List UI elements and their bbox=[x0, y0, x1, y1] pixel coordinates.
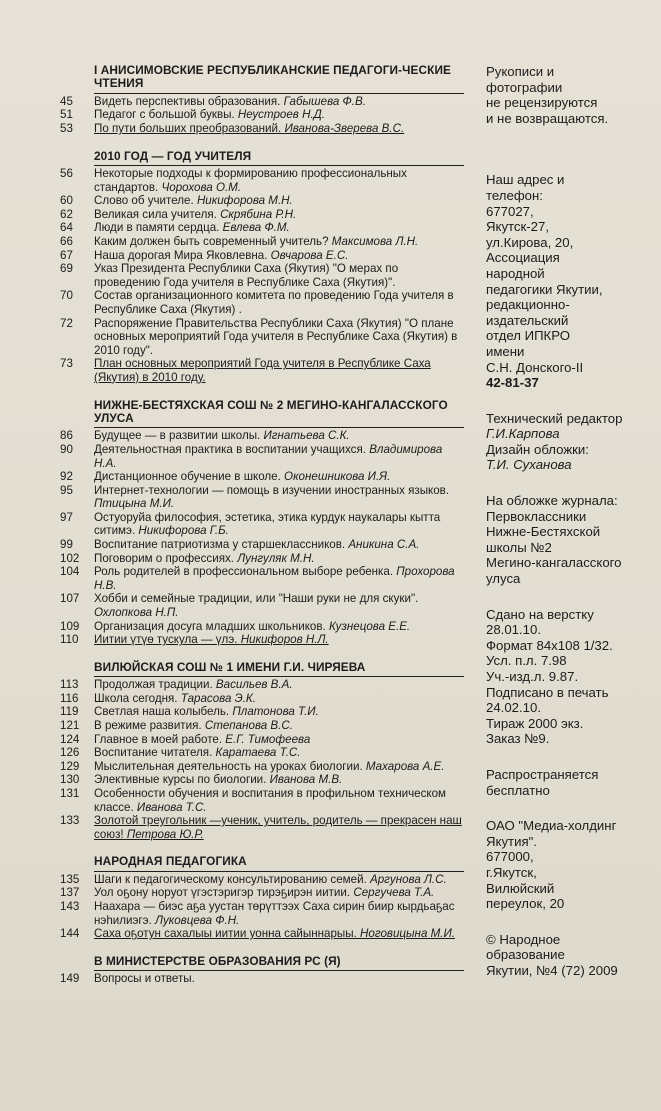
article-title: Каким должен быть современный учитель? bbox=[94, 234, 332, 248]
entry-text bbox=[94, 208, 464, 222]
article-author: Васильев В.А. bbox=[215, 678, 293, 692]
article-title: Организация досуга младших школьников. bbox=[94, 619, 329, 633]
print-info-line: Формат 84х108 1/32. bbox=[486, 637, 613, 653]
article-title: Указ Президента Республики Саха (Якутия) "О мерах по проведению Года учителя в Республике Саха (Якутия)". bbox=[94, 262, 399, 289]
entry-text bbox=[94, 972, 464, 986]
toc-entry bbox=[60, 108, 464, 122]
page-number: 104 bbox=[60, 565, 80, 579]
article-author: Птицына М.И. bbox=[94, 497, 175, 511]
notice-line: Рукописи и bbox=[486, 64, 555, 79]
page-number: 60 bbox=[60, 194, 73, 208]
toc-entry bbox=[60, 886, 464, 900]
article-author: Иванова-Зверева В.С. bbox=[284, 122, 405, 135]
page-number: 149 bbox=[60, 972, 80, 986]
print-info-line: Усл. п.л. 7.98 bbox=[486, 653, 567, 669]
article-title: Наахара — биэс аҕа уустан төрүттээх Саха сирин биир кырдьаҕас нэһилиэгэ. bbox=[94, 899, 455, 927]
article-title: Видеть перспективы образования. bbox=[94, 94, 284, 108]
entry-text bbox=[94, 678, 464, 692]
toc-entry bbox=[60, 289, 464, 316]
page-number: 113 bbox=[60, 678, 79, 692]
printer-line: ОАО "Медиа-холдинг bbox=[486, 818, 617, 834]
toc-entry bbox=[60, 900, 464, 927]
page-number: 131 bbox=[60, 786, 80, 800]
editor-label: Технический редактор bbox=[486, 410, 623, 426]
page-number: 64 bbox=[60, 221, 73, 235]
cover-design-name: Т.И. Суханова bbox=[486, 457, 572, 473]
entry-text bbox=[94, 122, 464, 136]
page-number: 109 bbox=[60, 619, 80, 633]
page-number: 137 bbox=[60, 886, 80, 900]
address-line: Наш адрес и bbox=[486, 172, 565, 188]
toc-entry bbox=[60, 95, 464, 109]
entry-text bbox=[94, 470, 464, 484]
printer-line: переулок, 20 bbox=[486, 896, 565, 912]
article-author: Никифорова М.Н. bbox=[196, 194, 293, 208]
article-title: По пути больших преобразований. bbox=[94, 122, 285, 135]
article-title: Интернет-технологии — помощь в изучении иностранных языков. bbox=[94, 483, 450, 497]
address-line: С.Н. Донского-II bbox=[486, 359, 584, 375]
toc-entry bbox=[60, 484, 464, 511]
section-title: В МИНИСТЕРСТВЕ ОБРАЗОВАНИЯ РС (Я) bbox=[94, 953, 341, 968]
toc-entry bbox=[60, 221, 464, 235]
entry-text bbox=[94, 787, 464, 814]
print-info-line: 28.01.10. bbox=[486, 622, 541, 638]
article-title: Деятельностная практика в воспитании учащихся. bbox=[94, 442, 370, 456]
article-title: Саха оҕотун сахалыы иитии уонна сайыннарыы. bbox=[94, 927, 361, 941]
page-number: 95 bbox=[60, 483, 73, 497]
print-info bbox=[486, 607, 656, 747]
entry-text bbox=[94, 552, 464, 566]
page-number: 97 bbox=[60, 510, 73, 524]
toc-section bbox=[60, 399, 464, 647]
toc-entry bbox=[60, 317, 464, 358]
entry-text bbox=[94, 317, 464, 358]
notice-line: фотографии bbox=[486, 79, 563, 95]
article-title: Педагог с большой буквы. bbox=[94, 108, 238, 122]
article-author: Игнатьева С.К. bbox=[263, 429, 350, 443]
article-author: Максимова Л.Н. bbox=[331, 234, 419, 248]
entry-text bbox=[94, 719, 464, 733]
toc-entry bbox=[60, 592, 464, 619]
print-info-line: 24.02.10. bbox=[486, 700, 541, 716]
toc-entry bbox=[60, 692, 464, 706]
address-line: имени bbox=[486, 343, 525, 359]
page-number: 144 bbox=[60, 927, 80, 941]
section-title: 2010 ГОД — ГОД УЧИТЕЛЯ bbox=[94, 148, 252, 163]
article-author: Никифоров Н.Л. bbox=[240, 633, 329, 647]
toc-section bbox=[60, 64, 464, 136]
toc-entry bbox=[60, 429, 464, 443]
toc-section bbox=[60, 855, 464, 940]
entry-text bbox=[94, 746, 464, 760]
print-info-line: Сдано на верстку bbox=[486, 606, 594, 622]
cover-design-label: Дизайн обложки: bbox=[486, 441, 589, 457]
toc-entry bbox=[60, 122, 464, 136]
entry-text bbox=[94, 538, 464, 552]
distribution-note bbox=[486, 767, 656, 798]
article-title: Слово об учителе. bbox=[94, 194, 197, 208]
entry-text bbox=[94, 235, 464, 249]
article-title: Распоряжение Правительства Республики Саха (Якутия) "О плане основных мероприятий Года учителя в Республике Саха (Якутия) в 2010 году". bbox=[94, 316, 458, 357]
toc-section bbox=[60, 150, 464, 385]
printer-info bbox=[486, 818, 656, 912]
entry-text bbox=[94, 443, 464, 470]
article-title: В режиме развития. bbox=[94, 719, 205, 732]
article-author: Петрова Ю.Р. bbox=[126, 827, 204, 841]
article-title: Золотой треугольник —ученик, учитель, родитель — прекрасен наш союз! bbox=[94, 814, 462, 841]
address-line: отдел ИПКРО bbox=[486, 328, 570, 344]
article-title: Дистанционное обучение в школе. bbox=[94, 470, 285, 484]
copyright-line: образование bbox=[486, 947, 565, 963]
address-line: редакционно- bbox=[486, 297, 570, 313]
article-title: Уол оҕону норуот үгэстэригэр тирэҕирэн иитии. bbox=[94, 886, 354, 900]
toc-entry bbox=[60, 787, 464, 814]
toc-entry bbox=[60, 194, 464, 208]
article-author: Аникина С.А. bbox=[348, 538, 420, 552]
entry-text bbox=[94, 565, 464, 592]
toc-entry bbox=[60, 470, 464, 484]
toc-section bbox=[60, 661, 464, 842]
toc-entry bbox=[60, 538, 464, 552]
toc-entry bbox=[60, 443, 464, 470]
phone-number: 42-81-37 bbox=[486, 375, 539, 391]
section-title: НАРОДНАЯ ПЕДАГОГИКА bbox=[94, 854, 247, 869]
toc-entry bbox=[60, 773, 464, 787]
article-author: Кузнецова Е.Е. bbox=[328, 619, 411, 633]
entry-text bbox=[94, 194, 464, 208]
entry-text bbox=[94, 289, 464, 316]
article-title: Шаги к педагогическому консультированию семей. bbox=[94, 872, 370, 886]
cover-note-line: улуса bbox=[486, 571, 521, 587]
article-author: Ноговицына М.И. bbox=[360, 927, 456, 941]
address-line: народной bbox=[486, 265, 545, 281]
page-number: 92 bbox=[60, 470, 73, 484]
address-line: ул.Кирова, 20, bbox=[486, 234, 574, 250]
printer-line: 677000, bbox=[486, 849, 534, 865]
page-number: 107 bbox=[60, 592, 80, 606]
page-number: 86 bbox=[60, 429, 73, 443]
entry-text bbox=[94, 873, 464, 887]
copyright bbox=[486, 932, 656, 979]
entry-text bbox=[94, 633, 464, 647]
article-title: Воспитание читателя. bbox=[94, 746, 216, 760]
toc-entry bbox=[60, 719, 464, 733]
entry-text bbox=[94, 760, 464, 774]
article-title: План основных мероприятий Года учителя в Республике Саха (Якутия) в 2010 году. bbox=[94, 357, 431, 384]
address-line: Ассоциация bbox=[486, 250, 560, 266]
page-number: 116 bbox=[60, 691, 79, 705]
article-title: Мыслительная деятельность на уроках биологии. bbox=[94, 759, 366, 773]
section-title: I АНИСИМОВСКИЕ РЕСПУБЛИКАНСКИЕ ПЕДАГОГИ-ЧЕСКИЕ ЧТЕНИЯ bbox=[94, 63, 451, 91]
section-title: ВИЛЮЙСКАЯ СОШ № 1 ИМЕНИ Г.И. ЧИРЯЕВА bbox=[94, 659, 366, 674]
article-author: Владимирова Н.А. bbox=[94, 442, 443, 470]
toc-entry bbox=[60, 620, 464, 634]
page-number: 124 bbox=[60, 732, 80, 746]
article-title: Люди в памяти сердца. bbox=[94, 221, 223, 235]
page-number: 90 bbox=[60, 442, 73, 456]
article-title: Великая сила учителя. bbox=[94, 207, 221, 221]
distribution-line: бесплатно bbox=[486, 782, 550, 798]
cover-note bbox=[486, 493, 656, 587]
print-info-line: Подписано в печать bbox=[486, 684, 609, 700]
entry-text bbox=[94, 733, 464, 747]
section-title: НИЖНЕ-БЕСТЯХСКАЯ СОШ № 2 МЕГИНО-КАНГАЛАССКОГО УЛУСА bbox=[94, 397, 448, 425]
page-number: 70 bbox=[60, 289, 73, 303]
page-number: 66 bbox=[60, 234, 73, 248]
cover-note-line: Нижне-Бестяхской bbox=[486, 524, 601, 540]
toc-entry bbox=[60, 249, 464, 263]
article-author: Махарова А.Е. bbox=[365, 759, 445, 773]
page-number: 133 bbox=[60, 814, 80, 828]
address-line: Якутск-27, bbox=[486, 219, 550, 235]
section-divider bbox=[94, 427, 464, 428]
section-divider bbox=[94, 871, 464, 872]
article-title: Светлая наша колыбель. bbox=[94, 705, 233, 719]
toc-entry bbox=[60, 678, 464, 692]
page-number: 67 bbox=[60, 248, 73, 262]
toc-entry bbox=[60, 565, 464, 592]
page-number: 51 bbox=[60, 108, 73, 122]
toc-entry bbox=[60, 633, 464, 647]
article-title: Роль родителей в профессиональном выборе ребенка. bbox=[94, 565, 397, 579]
page-number: 73 bbox=[60, 357, 73, 371]
article-author: Чорохова О.М. bbox=[161, 180, 242, 194]
page-number: 102 bbox=[60, 551, 80, 565]
article-title: Элективные курсы по биологии. bbox=[94, 773, 270, 787]
article-author: Евлева Ф.М. bbox=[222, 221, 290, 235]
article-author: Иванова Т.С. bbox=[136, 800, 207, 814]
entry-text bbox=[94, 221, 464, 235]
cover-note-line: Мегино-кангаласского bbox=[486, 555, 622, 571]
page-number: 56 bbox=[60, 167, 73, 180]
print-info-line: Заказ №9. bbox=[486, 731, 550, 747]
printer-line: Вилюйский bbox=[486, 880, 555, 896]
address-line: 677027, bbox=[486, 203, 534, 219]
article-title: Остуоруйа философия, эстетика, этика курдук наукалары кытта ситимэ. bbox=[94, 510, 441, 538]
article-title: Иитии үтүө тускула — үлэ. bbox=[94, 633, 241, 647]
toc-entry bbox=[60, 262, 464, 289]
article-author: Е.Г. Тимофеева bbox=[225, 732, 311, 746]
toc-entry bbox=[60, 705, 464, 719]
page-number: 69 bbox=[60, 262, 73, 276]
entry-text bbox=[94, 95, 464, 109]
editor-name: Г.И.Карпова bbox=[486, 426, 560, 442]
copyright-line: Якутии, №4 (72) 2009 bbox=[486, 962, 618, 978]
section-divider bbox=[94, 970, 464, 971]
toc-entry bbox=[60, 972, 464, 986]
entry-text bbox=[94, 511, 464, 538]
article-author: Никифорова Г.Б. bbox=[138, 524, 229, 538]
entry-text bbox=[94, 705, 464, 719]
section-divider bbox=[94, 165, 464, 166]
manuscript-notice bbox=[486, 64, 656, 126]
imprint-column bbox=[486, 64, 656, 999]
toc-entry bbox=[60, 235, 464, 249]
article-title: Наша дорогая Мира Яковлевна. bbox=[94, 248, 271, 262]
toc-entry bbox=[60, 511, 464, 538]
article-author: Лунгуляк М.Н. bbox=[237, 551, 315, 565]
copyright-line: © Народное bbox=[486, 931, 561, 947]
toc-entry bbox=[60, 357, 464, 384]
section-divider bbox=[94, 93, 464, 94]
credits-block bbox=[486, 411, 656, 473]
entry-text bbox=[94, 357, 464, 384]
toc-entry bbox=[60, 208, 464, 222]
entry-text bbox=[94, 886, 464, 900]
article-author: Тарасова Э.К. bbox=[180, 691, 256, 705]
article-title: Школа сегодня. bbox=[94, 691, 181, 705]
article-title: Продолжая традиции. bbox=[94, 678, 216, 692]
article-author: Оконешникова И.Я. bbox=[284, 470, 391, 484]
address-line: телефон: bbox=[486, 187, 543, 203]
article-author: Иванова М.В. bbox=[269, 773, 343, 787]
print-info-line: Уч.-изд.л. 9.87. bbox=[486, 669, 579, 684]
page-number: 119 bbox=[60, 705, 79, 719]
article-title: Состав организационного комитета по проведению Года учителя в Республике Саха (Якутия) . bbox=[94, 289, 454, 316]
page-number: 99 bbox=[60, 538, 73, 552]
entry-text bbox=[94, 927, 464, 941]
toc-entry bbox=[60, 167, 464, 194]
toc-entry bbox=[60, 760, 464, 774]
article-author: Луковцева Ф.Н. bbox=[155, 913, 240, 927]
entry-text bbox=[94, 429, 464, 443]
article-author: Овчарова Е.С. bbox=[270, 248, 349, 262]
toc-entry bbox=[60, 873, 464, 887]
printer-line: г.Якутск, bbox=[486, 864, 537, 880]
toc-section bbox=[60, 955, 464, 986]
article-title: Поговорим о профессиях. bbox=[94, 551, 238, 565]
toc-entry bbox=[60, 552, 464, 566]
toc-entry bbox=[60, 927, 464, 941]
article-title: Главное в моей работе. bbox=[94, 732, 226, 746]
toc-entry bbox=[60, 733, 464, 747]
address-line: педагогики Якутии, bbox=[486, 281, 603, 297]
article-author: Габышева Ф.В. bbox=[283, 94, 366, 108]
distribution-line: Распространяется bbox=[486, 766, 599, 782]
entry-text bbox=[94, 692, 464, 706]
article-title: Особенности обучения и воспитания в профильном техническом классе. bbox=[94, 786, 447, 814]
article-author: Скрябина Р.Н. bbox=[220, 207, 297, 221]
article-author: Степанова В.С. bbox=[204, 719, 293, 732]
entry-text bbox=[94, 262, 464, 289]
entry-text bbox=[94, 167, 464, 194]
article-author: Сергучева Т.А. bbox=[353, 886, 435, 900]
entry-text bbox=[94, 620, 464, 634]
entry-text bbox=[94, 249, 464, 263]
entry-text bbox=[94, 900, 464, 927]
article-author: Каратаева Т.С. bbox=[215, 746, 301, 760]
article-author: Охлопкова Н.П. bbox=[94, 606, 179, 620]
printer-line: Якутия". bbox=[486, 833, 537, 849]
page-number: 143 bbox=[60, 899, 80, 913]
page-number: 129 bbox=[60, 759, 80, 773]
entry-text bbox=[94, 108, 464, 122]
entry-text bbox=[94, 814, 464, 841]
page-number: 62 bbox=[60, 207, 73, 221]
page-number: 130 bbox=[60, 773, 80, 787]
article-author: Неустроев Н.Д. bbox=[237, 108, 326, 122]
article-title: Хобби и семейные традиции, или "Наши руки не для скуки". bbox=[94, 592, 419, 606]
toc-entry bbox=[60, 814, 464, 841]
article-author: Платонова Т.И. bbox=[232, 705, 319, 719]
page-number: 121 bbox=[60, 719, 80, 732]
cover-note-line: школы №2 bbox=[486, 539, 552, 555]
cover-note-line: Первоклассники bbox=[486, 508, 587, 524]
section-divider bbox=[94, 676, 464, 677]
address-block bbox=[486, 172, 656, 390]
page-number: 126 bbox=[60, 746, 80, 760]
entry-text bbox=[94, 592, 464, 619]
page-number: 45 bbox=[60, 94, 73, 108]
entry-text bbox=[94, 484, 464, 511]
cover-note-line: На обложке журнала: bbox=[486, 493, 618, 509]
print-info-line: Тираж 2000 экз. bbox=[486, 715, 584, 731]
article-author: Прохорова Н.В. bbox=[94, 565, 455, 592]
article-title: Будущее — в развитии школы. bbox=[94, 429, 264, 443]
entry-text bbox=[94, 773, 464, 787]
page-number: 135 bbox=[60, 872, 80, 886]
address-line: издательский bbox=[486, 312, 569, 328]
page-number: 53 bbox=[60, 122, 73, 135]
toc-entry bbox=[60, 746, 464, 760]
article-title: Воспитание патриотизма у старшеклассников. bbox=[94, 538, 349, 552]
page-number: 72 bbox=[60, 316, 73, 330]
article-author: Аргунова Л.С. bbox=[370, 872, 447, 886]
article-title: Некоторые подходы к формированию профессиональных стандартов. bbox=[94, 167, 407, 194]
page-number: 110 bbox=[60, 633, 79, 647]
article-title: Вопросы и ответы. bbox=[94, 972, 195, 986]
notice-line: и не возвращаются. bbox=[486, 110, 609, 126]
notice-line: не рецензируются bbox=[486, 95, 598, 111]
table-of-contents bbox=[60, 64, 464, 1000]
